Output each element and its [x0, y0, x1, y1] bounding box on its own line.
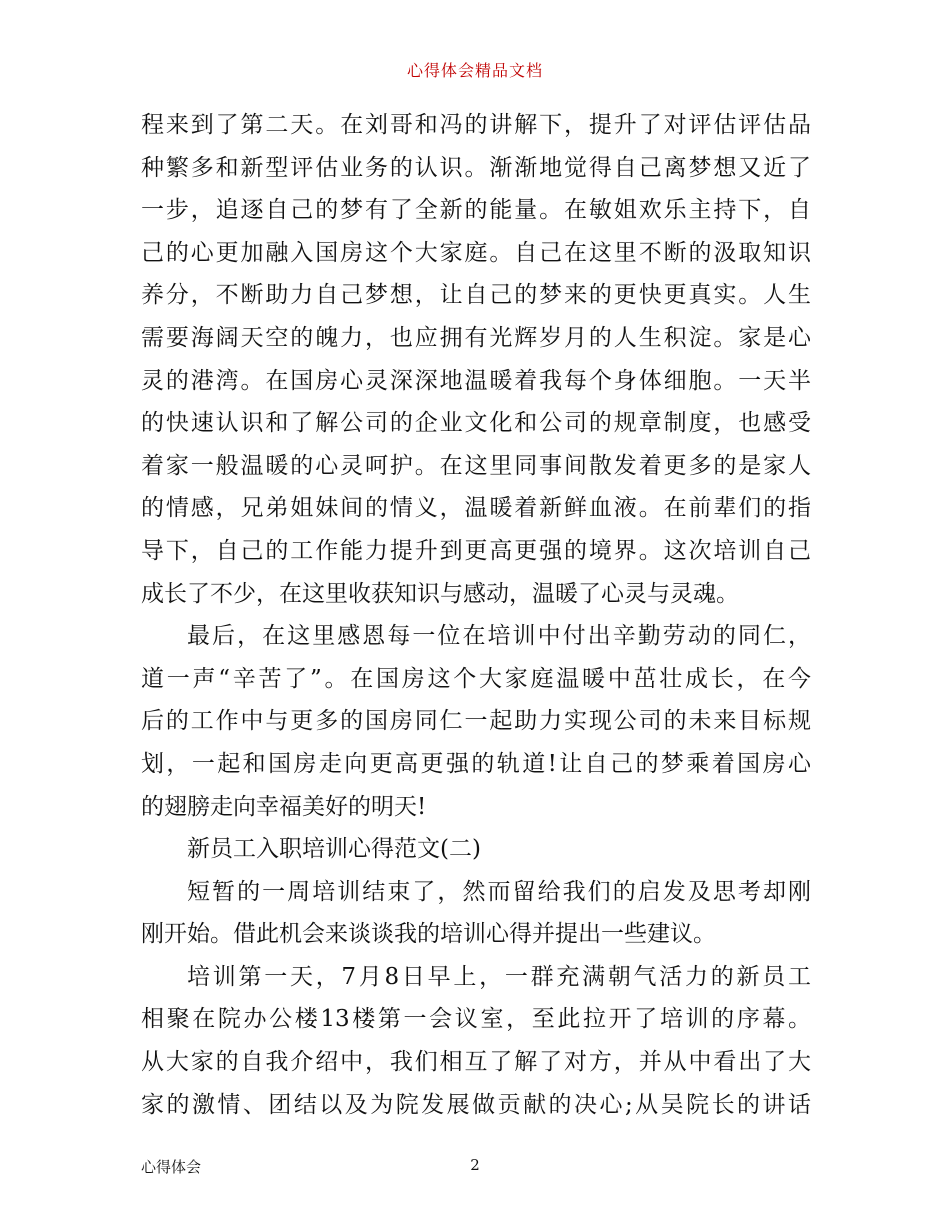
body-line: 从大家的自我介绍中，我们相互了解了对方，并从中看出了大 — [141, 1049, 811, 1076]
body-line: 道一声“辛苦了”。在国房这个大家庭温暖中茁壮成长，在今 — [141, 665, 811, 692]
body-line: 最后，在这里感恩每一位在培训中付出辛勤劳动的同仁， — [187, 623, 811, 650]
footer-label: 心得体会 — [141, 1158, 202, 1176]
body-line: 的情感，兄弟姐妹间的情义，温暖着新鲜血液。在前辈们的指 — [141, 495, 811, 522]
body-line: 短暂的一周培训结束了，然而留给我们的启发及思考却刚 — [187, 878, 811, 905]
body-line: 灵的港湾。在国房心灵深深地温暖着我每个身体细胞。一天半 — [141, 367, 811, 394]
body-line: 的翅膀走向幸福美好的明天! — [141, 793, 427, 820]
page-header-title: 心得体会精品文档 — [406, 61, 543, 80]
body-line: 导下，自己的工作能力提升到更高更强的境界。这次培训自己 — [141, 537, 811, 564]
body-line: 刚开始。借此机会来谈谈我的培训心得并提出一些建议。 — [141, 921, 716, 948]
body-line: 着家一般温暖的心灵呵护。在这里同事间散发着更多的是家人 — [141, 452, 811, 479]
section-heading: 新员工入职培训心得范文(二) — [187, 836, 481, 863]
body-line: 划，一起和国房走向更高更强的轨道!让自己的梦乘着国房心 — [141, 750, 811, 777]
body-line: 程来到了第二天。在刘哥和冯的讲解下，提升了对评估评估品 — [141, 112, 811, 138]
body-line: 己的心更加融入国房这个大家庭。自己在这里不断的汲取知识 — [141, 239, 811, 266]
body-line: 种繁多和新型评估业务的认识。渐渐地觉得自己离梦想又近了 — [141, 154, 811, 181]
body-line: 培训第一天，7月8日早上，一群充满朝气活力的新员工 — [187, 963, 811, 990]
body-line: 的快速认识和了解公司的企业文化和公司的规章制度，也感受 — [141, 410, 811, 437]
page-number: 2 — [470, 1156, 480, 1174]
body-line: 成长了不少，在这里收获知识与感动，温暖了心灵与灵魂。 — [141, 580, 739, 607]
body-line: 一步，追逐自己的梦有了全新的能量。在敏姐欢乐主持下，自 — [141, 197, 811, 224]
document-body — [141, 104, 811, 1126]
body-line: 需要海阔天空的魄力，也应拥有光辉岁月的人生积淀。家是心 — [141, 324, 811, 351]
body-line: 家的激情、团结以及为院发展做贡献的决心;从吴院长的讲话 — [141, 1091, 811, 1118]
body-line: 养分，不断助力自己梦想，让自己的梦来的更快更真实。人生 — [141, 282, 811, 309]
body-line: 相聚在院办公楼13楼第一会议室，至此拉开了培训的序幕。 — [141, 1006, 811, 1033]
body-line: 后的工作中与更多的国房同仁一起助力实现公司的未来目标规 — [141, 708, 811, 735]
